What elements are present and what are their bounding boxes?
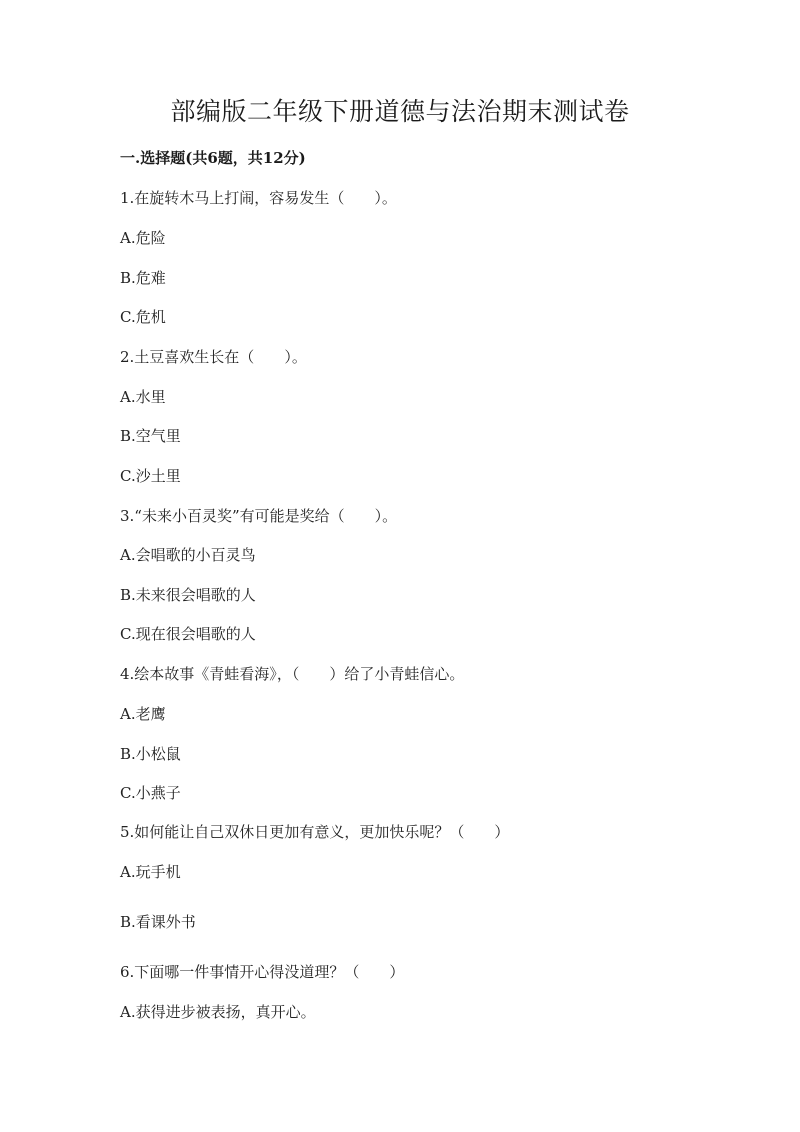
- question-6-option-a: A.获得进步被表扬，真开心。: [120, 1003, 316, 1021]
- question-4-option-b: B.小松鼠: [120, 745, 181, 763]
- question-3-option-a: A.会唱歌的小百灵鸟: [120, 546, 256, 564]
- question-1-option-c: C.危机: [120, 308, 166, 326]
- question-3-stem: 3.“未来小百灵奖”有可能是奖给（ ）。: [120, 507, 398, 525]
- question-1-stem: 1.在旋转木马上打闹，容易发生（ ）。: [120, 189, 397, 207]
- question-1-option-b: B.危难: [120, 269, 166, 287]
- question-2-option-a: A.水里: [120, 388, 166, 406]
- question-4-option-a: A.老鹰: [120, 705, 166, 723]
- question-2-option-c: C.沙土里: [120, 467, 181, 485]
- question-2-stem: 2.土豆喜欢生长在（ ）。: [120, 348, 307, 366]
- question-6-stem: 6.下面哪一件事情开心得没道理？（ ）: [120, 963, 405, 981]
- question-1-option-a: A.危险: [120, 229, 166, 247]
- question-5-option-b: B.看课外书: [120, 913, 196, 931]
- page-title: 部编版二年级下册道德与法治期末测试卷: [170, 97, 630, 126]
- question-4-option-c: C.小燕子: [120, 784, 181, 802]
- question-5-option-a: A.玩手机: [120, 863, 181, 881]
- question-3-option-c: C.现在很会唱歌的人: [120, 625, 256, 643]
- question-3-option-b: B.未来很会唱歌的人: [120, 586, 256, 604]
- section-heading: 一.选择题(共6题，共12分): [120, 149, 306, 167]
- question-4-stem: 4.绘本故事《青蛙看海》，（ ）给了小青蛙信心。: [120, 665, 465, 683]
- question-5-stem: 5.如何能让自己双休日更加有意义，更加快乐呢？（ ）: [120, 823, 510, 841]
- question-2-option-b: B.空气里: [120, 427, 181, 445]
